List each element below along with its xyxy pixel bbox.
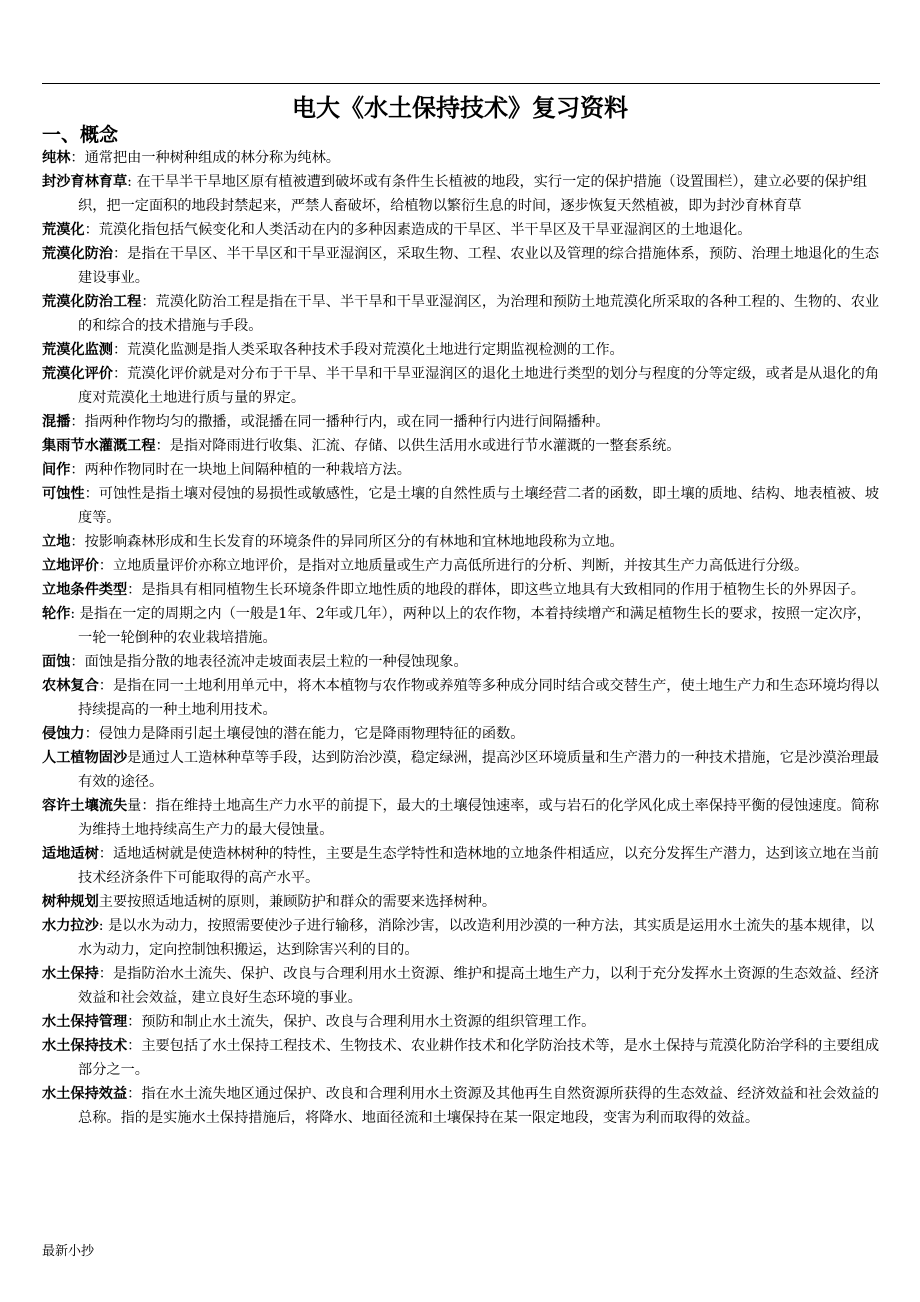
definition-text: 主要按照适地适树的原则，兼顾防护和群众的需要来选择树种。 xyxy=(98,894,497,910)
definition-entry xyxy=(42,242,880,290)
definition-text: 适地适树就是使造林树种的特性，主要是生态学特性和造林地的立地条件相适应，以充分发挥生产潜力，达到该立地在当前技术经济条件下可能取得的高产水平。 xyxy=(78,846,880,886)
definition-text: 在干旱半干旱地区原有植被遭到破坏或有条件生长植被的地段，实行一定的保护措施（设置围栏），建立必要的保护组织，把一定面积的地段封禁起来，严禁人畜破坏，给植物以繁衍生息的时间，逐步恢复天然植被，即为封沙育林育草 xyxy=(78,174,868,214)
definition-text: 荒漠化评价就是对分布于干旱、半干旱和干旱亚湿润区的退化土地进行类型的划分与程度的分等定级，或者是从退化的角度对荒漠化土地进行质与量的界定。 xyxy=(78,366,880,406)
term-separator: ： xyxy=(112,342,128,358)
definition-text: 荒漠化指包括气候变化和人类活动在内的多种因素造成的干旱区、半干旱区及干旱亚湿润区的土地退化。 xyxy=(98,222,752,238)
definition-term: 立地 xyxy=(42,534,71,550)
definition-term: 面蚀 xyxy=(42,654,71,670)
definition-entry xyxy=(42,338,880,362)
definition-entry xyxy=(42,482,880,530)
term-separator: ： xyxy=(127,1014,142,1030)
term-separator: : xyxy=(70,606,80,622)
definition-term: 轮作 xyxy=(42,606,71,622)
definition-entry xyxy=(42,722,880,746)
definition-term: 间作 xyxy=(42,462,71,478)
definition-text: 面蚀是指分散的地表径流冲走坡面表层土粒的一种侵蚀现象。 xyxy=(84,654,468,670)
definition-term: 封沙育林育草 xyxy=(42,174,128,190)
definition-term: 立地评价 xyxy=(42,558,99,574)
definition-text: 荒漠化监测是指人类采取各种技术手段对荒漠化土地进行定期监视检测的工作。 xyxy=(127,342,624,358)
definition-entry xyxy=(42,602,880,650)
definition-term: 可蚀性 xyxy=(42,486,85,502)
definition-entry xyxy=(42,794,880,842)
term-separator: ： xyxy=(70,534,85,550)
definition-term: 立地条件类型 xyxy=(42,582,128,598)
definition-term: 水土保持管理 xyxy=(42,1014,128,1030)
definition-list xyxy=(42,146,880,1130)
definition-entry xyxy=(42,674,880,722)
definition-entry xyxy=(42,842,880,890)
term-separator: : xyxy=(98,918,109,934)
definition-text: 通常把由一种树种组成的林分称为纯林。 xyxy=(84,150,340,166)
definition-term: 荒漠化评价 xyxy=(42,366,113,382)
definition-entry xyxy=(42,890,880,914)
term-separator: : xyxy=(127,174,137,190)
definition-entry xyxy=(42,218,880,242)
term-separator: ： xyxy=(98,558,113,574)
definition-entry xyxy=(42,290,880,338)
term-separator: ： xyxy=(70,414,85,430)
term-separator: ： xyxy=(127,1038,142,1054)
definition-entry xyxy=(42,434,880,458)
term-separator: ： xyxy=(141,294,156,310)
definition-entry xyxy=(42,362,880,410)
definition-text: 荒漠化防治工程是指在干旱、半干旱和干旱亚湿润区，为治理和预防土地荒漠化所采取的各种工程的、生物的、农业的和综合的技术措施与手段。 xyxy=(78,294,880,334)
definition-text: 两种作物同时在一块地上间隔种植的一种栽培方法。 xyxy=(84,462,411,478)
definition-entry xyxy=(42,146,880,170)
definition-entry xyxy=(42,554,880,578)
definition-text: 是指在一定的周期之内（一般是1年、2年或几年），两种以上的农作物，本着持续增产和满足植物生长的要求，按照一定次序，一轮一轮倒种的农业栽培措施。 xyxy=(78,606,871,646)
definition-text: 按影响森林形成和生长发育的环境条件的异同所区分的有林地和宜林地地段称为立地。 xyxy=(84,534,624,550)
term-separator: ： xyxy=(70,654,85,670)
definition-term: 农林复合 xyxy=(42,678,99,694)
term-separator: ： xyxy=(70,150,85,166)
definition-entry xyxy=(42,578,880,602)
definition-text: 指在水土流失地区通过保护、改良和合理利用水土资源及其他再生自然资源所获得的生态效益、经济效益和社会效益的总称。指的是实施水土保持措施后，将降水、地面径流和土壤保持在某一限定地段，变害为利而取得的效益。 xyxy=(78,1086,880,1126)
definition-term: 侵蚀力 xyxy=(42,726,85,742)
definition-text: 是指在干旱区、半干旱区和干旱亚湿润区，采取生物、工程、农业以及管理的综合措施体系，预防、治理土地退化的生态建设事业。 xyxy=(78,246,880,286)
term-separator: ： xyxy=(98,846,113,862)
definition-term: 混播 xyxy=(42,414,71,430)
definition-term: 水土保持 xyxy=(42,966,99,982)
definition-term: 人工植物固沙 xyxy=(42,750,128,766)
definition-entry xyxy=(42,1034,880,1082)
definition-term: 纯林 xyxy=(42,150,71,166)
definition-text: 可蚀性是指土壤对侵蚀的易损性或敏感性，它是土壤的自然性质与土壤经营二者的函数，即土壤的质地、结构、地表植被、坡度等。 xyxy=(78,486,880,526)
term-separator: ： xyxy=(84,726,99,742)
term-separator: ： xyxy=(112,246,128,262)
definition-term: 树种规划 xyxy=(42,894,99,910)
definition-text: 侵蚀力是降雨引起土壤侵蚀的潜在能力，它是降雨物理特征的函数。 xyxy=(98,726,525,742)
definition-entry xyxy=(42,458,880,482)
header-rule xyxy=(42,83,880,84)
term-separator: ： xyxy=(98,678,113,694)
term-separator: ： xyxy=(84,222,99,238)
definition-term: 水力拉沙 xyxy=(42,918,99,934)
term-separator: ： xyxy=(127,582,142,598)
definition-entry xyxy=(42,530,880,554)
definition-text: 指两种作物均匀的撒播，或混播在同一播种行内，或在同一播种行内进行间隔播种。 xyxy=(84,414,610,430)
definition-term: 集雨节水灌溉工程 xyxy=(42,438,156,454)
definition-term: 水土保持效益 xyxy=(42,1086,128,1102)
definition-text: 立地质量评价亦称立地评价，是指对立地质量或生产力高低所进行的分析、判断，并按其生产力高低进行分级。 xyxy=(112,558,809,574)
definition-term: 适地适树 xyxy=(42,846,99,862)
definition-entry xyxy=(42,914,880,962)
term-separator: ： xyxy=(70,462,85,478)
definition-entry xyxy=(42,410,880,434)
definition-text: 是以水为动力，按照需要使沙子进行输移，消除沙害，以改造利用沙漠的一种方法，其实质是运用水土流失的基本规律，以水为动力，定向控制蚀积搬运，达到除害兴利的目的。 xyxy=(78,918,875,958)
definition-text: 量：指在维持土地高生产力水平的前提下，最大的土壤侵蚀速率，或与岩石的化学风化成土率保持平衡的侵蚀速度。简称为维持土地持续高生产力的最大侵蚀量。 xyxy=(78,798,880,838)
definition-term: 容许土壤流失 xyxy=(42,798,128,814)
footer-note: 最新小抄 xyxy=(42,1244,95,1259)
definition-term: 荒漠化 xyxy=(42,222,85,238)
definition-text: 主要包括了水土保持工程技术、生物技术、农业耕作技术和化学防治技术等，是水土保持与荒漠化防治学科的主要组成部分之一。 xyxy=(78,1038,880,1078)
definition-text: 是指对降雨进行收集、汇流、存储、以供生活用水或进行节水灌溉的一整套系统。 xyxy=(169,438,681,454)
section-heading: 一、概念 xyxy=(42,124,119,146)
definition-text: 是指具有相同植物生长环境条件即立地性质的地段的群体，即这些立地具有大致相同的作用于植物生长的外界因子。 xyxy=(141,582,865,598)
term-separator: ： xyxy=(98,966,113,982)
definition-text: 预防和制止水土流失，保护、改良与合理利用水土资源的组织管理工作。 xyxy=(141,1014,596,1030)
definition-term: 水土保持技术 xyxy=(42,1038,128,1054)
definition-entry xyxy=(42,962,880,1010)
document-title: 电大《水土保持技术》复习资料 xyxy=(292,94,628,122)
definition-text: 是通过人工造林种草等手段，达到防治沙漠，稳定绿洲，提高沙区环境质量和生产潜力的一种技术措施，它是沙漠治理最有效的途径。 xyxy=(78,750,880,790)
definition-text: 是指防治水土流失、保护、改良与合理利用水土资源、维护和提高土地生产力，以利于充分发挥水土资源的生态效益、经济效益和社会效益，建立良好生态环境的事业。 xyxy=(78,966,880,1006)
term-separator: ： xyxy=(84,486,99,502)
term-separator: ： xyxy=(127,1086,142,1102)
definition-term: 荒漠化防治工程 xyxy=(42,294,142,310)
term-separator: ： xyxy=(112,366,128,382)
definition-entry xyxy=(42,1010,880,1034)
definition-term: 荒漠化防治 xyxy=(42,246,113,262)
definition-term: 荒漠化监测 xyxy=(42,342,113,358)
definition-entry xyxy=(42,746,880,794)
term-separator: ： xyxy=(155,438,170,454)
definition-entry xyxy=(42,650,880,674)
definition-entry xyxy=(42,1082,880,1130)
definition-text: 是指在同一土地利用单元中，将木本植物与农作物或养殖等多种成分同时结合或交替生产，使土地生产力和生态环境均得以持续提高的一种土地利用技术。 xyxy=(78,678,880,718)
definition-entry xyxy=(42,170,880,218)
